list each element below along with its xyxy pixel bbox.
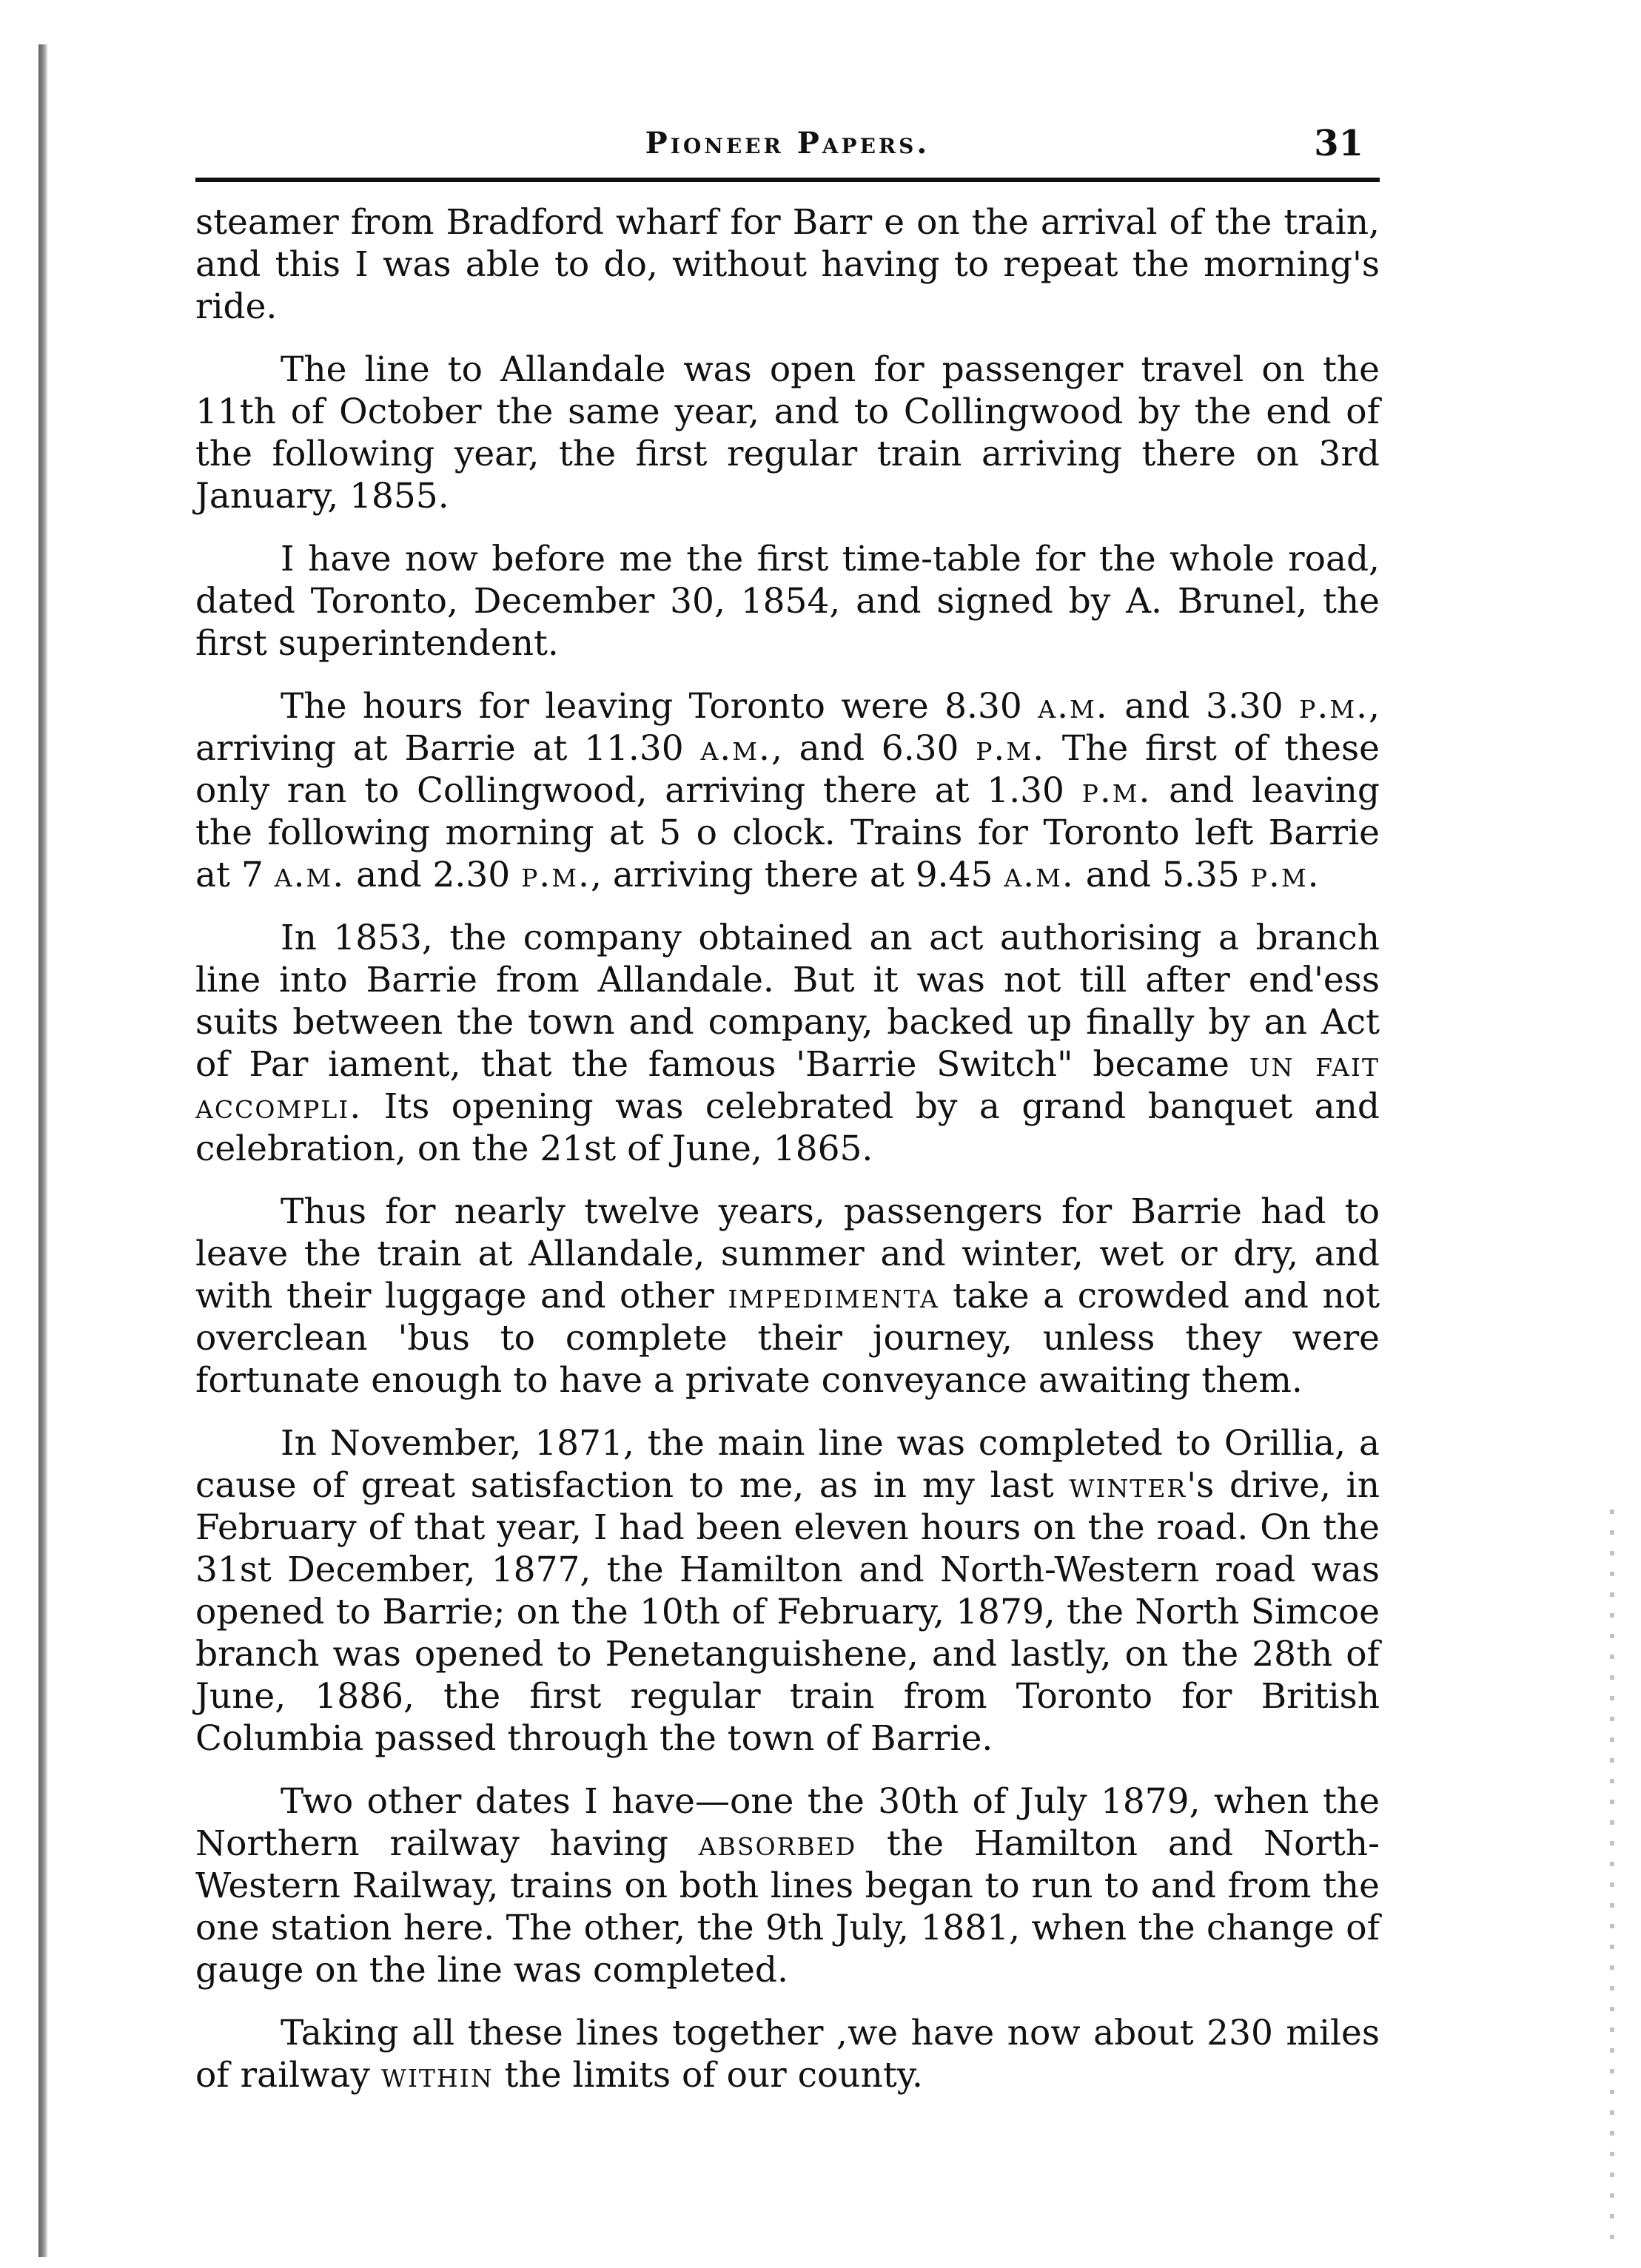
paragraph-text: , and 6.30	[771, 728, 976, 769]
paragraph-text: Two other dates I have—one the 30th of July 1879, when the Northern railway having	[195, 1781, 1380, 1864]
paragraph-text: The first of these only ran to Collingwood, arriving there at 1.30	[195, 728, 1380, 811]
small-caps-text: absorbed	[698, 1823, 857, 1864]
paragraph	[195, 538, 1380, 664]
paragraph-text: , arriving there at 9.45	[590, 855, 1004, 895]
paragraph-text: The line to Allandale was open for passenger travel on the 11th of October the same year, and to Collingwood by the end of the following year, the first regular train arriving there on 3rd January, 1855.	[195, 349, 1380, 516]
small-caps-text: winter	[1069, 1465, 1187, 1506]
paragraph	[195, 2012, 1380, 2096]
paragraph	[195, 349, 1380, 517]
paragraph	[195, 1191, 1380, 1401]
paragraph-text: In 1853, the company obtained an act authorising a branch line into Barrie from Allandale. But it was not till after end'ess suits between the town and company, backed up finally by an Act of Par iament, that the famous 'Barrie Switch" became	[195, 918, 1380, 1085]
paragraph-text: I have now before me the first time-table for the whole road, dated Toronto, December 30, 1854, and signed by A. Brunel, the first superintendent.	[195, 539, 1380, 664]
page-header	[195, 111, 1380, 178]
small-caps-text: p.m.	[521, 855, 591, 895]
book-page	[195, 111, 1380, 2117]
small-caps-text: p.m.	[1299, 686, 1369, 727]
small-caps-text: a.m.	[274, 855, 346, 895]
paragraph-text: Taking all these lines together ,we have now about 230 miles of railway	[195, 2013, 1380, 2096]
scan-right-edge	[1610, 1510, 1614, 2250]
paragraph-text: The hours for leaving Toronto were 8.30	[281, 686, 1038, 727]
paragraph	[195, 201, 1380, 328]
small-caps-text: p.m.	[1250, 855, 1320, 895]
paragraph-text: and leaving the following morning at 5 o clock. Trains for Toronto left Barrie at 7	[195, 770, 1380, 895]
paragraph-text: 's drive, in February of that year, I had been eleven hours on the road. On the 31st December, 1877, the Hamilton and North-Western road was opened to Barrie; on the 10th of February, 1879, the North Simcoe branch was opened to Penetanguishene, and lastly, on the 28th of June, 1886, the first regular train from Toronto for British Columbia passed through the town of Barrie.	[195, 1465, 1380, 1759]
small-caps-text: within	[380, 2055, 494, 2096]
paragraph	[195, 685, 1380, 896]
scan-binding-edge	[38, 44, 47, 2257]
paragraph-text: and 5.35	[1074, 855, 1251, 895]
paragraph-text: the Hamilton and North-Western Railway, trains on both lines began to run to and from the one station here. The other, the 9th July, 1881, when the change of gauge on the line was completed.	[195, 1823, 1380, 1991]
paragraph-text: and 2.30	[345, 855, 522, 895]
body-text	[195, 201, 1380, 2096]
paragraph	[195, 1422, 1380, 1760]
small-caps-text: a.m.	[1038, 686, 1109, 727]
running-title: Pioneer Papers.	[645, 126, 930, 161]
paragraph	[195, 1780, 1380, 1991]
paragraph-text: steamer from Bradford wharf for Barr e on the arrival of the train, and this I was able to do, without having to repeat the morning's ride.	[195, 202, 1380, 327]
paragraph-text: and 3.30	[1108, 686, 1300, 727]
paragraph-text: Its opening was celebrated by a grand banquet and celebration, on the 21st of June, 1865.	[195, 1086, 1380, 1169]
page-number: 31	[1314, 123, 1363, 164]
small-caps-text: p.m.	[976, 728, 1046, 769]
paragraph-text: Thus for nearly twelve years, passengers for Barrie had to leave the train at Allandale, summer and winter, wet or dry, and with their luggage and other	[195, 1191, 1380, 1316]
small-caps-text: un fait accompli.	[195, 1044, 1380, 1127]
paragraph-text: , arriving at Barrie at 11.30	[195, 686, 1380, 769]
paragraph-text: the limits of our county.	[493, 2055, 923, 2096]
paragraph-text: In November, 1871, the main line was completed to Orillia, a cause of great satisfaction to me, as in my last	[195, 1423, 1380, 1506]
header-rule	[195, 178, 1380, 182]
small-caps-text: a.m.	[700, 728, 771, 769]
small-caps-text: p.m.	[1081, 770, 1152, 811]
paragraph-text: take a crowded and not overclean 'bus to complete their journey, unless they were fortunate enough to have a private conveyance awaiting them.	[195, 1276, 1380, 1401]
small-caps-text: a.m.	[1004, 855, 1075, 895]
paragraph	[195, 917, 1380, 1170]
small-caps-text: impedimenta	[728, 1276, 939, 1316]
